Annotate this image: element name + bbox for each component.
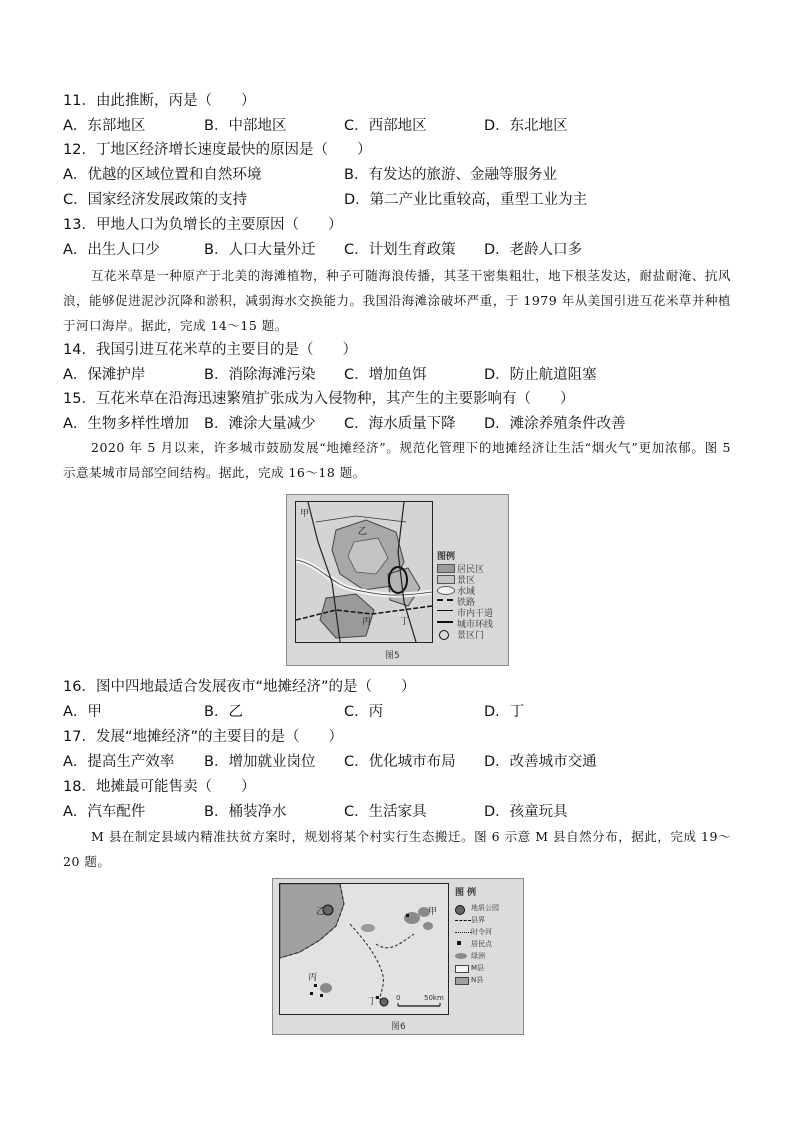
q17-option-d: D．改善城市交通 — [484, 754, 597, 770]
q12-option-c: C．国家经济发展政策的支持 — [63, 192, 248, 208]
q13-option-c: C．计划生育政策 — [344, 242, 456, 258]
place-label-bing: 丙 — [362, 617, 372, 627]
legend-label-main-road: 市内干道 — [457, 609, 494, 619]
scale-zero: 0 — [396, 994, 401, 1002]
legend-label-oasis: 绿洲 — [471, 952, 485, 960]
county-map — [279, 883, 449, 1015]
q11-option-d: D．东北地区 — [484, 118, 568, 134]
figure-6-caption: 图6 — [391, 1022, 406, 1032]
legend-label-n-county: N县 — [471, 976, 484, 984]
legend-label-seasonal-river: 时令河 — [471, 928, 492, 936]
passage-county-relocation: M 县在制定县域内精准扶贫方案时，规划将某个村实行生态搬迁。图 6 示意 M 县自然分布，据此，完成 19～20 题。 — [63, 829, 731, 869]
legend-swatch-residential — [437, 564, 455, 573]
legend-swatch-geopark — [455, 905, 465, 915]
legend-swatch-oasis — [455, 953, 467, 959]
legend-label-railway: 铁路 — [457, 598, 476, 608]
q17-stem: 17．发展“地摊经济”的主要目的是（ ） — [63, 729, 343, 745]
legend-title: 图例 — [437, 552, 456, 562]
q17-option-c: C．优化城市布局 — [344, 754, 456, 770]
legend-label-settlement: 居民点 — [471, 940, 492, 948]
legend-title: 图 例 — [455, 888, 477, 898]
q16-option-c: C．丙 — [344, 704, 384, 720]
place-label-yi: 乙 — [358, 527, 368, 537]
figure-6 — [272, 878, 524, 1035]
legend-label-county-border: 县界 — [471, 916, 485, 924]
q13-option-b: B．人口大量外迁 — [204, 242, 316, 258]
q17-option-b: B．增加就业岗位 — [204, 754, 316, 770]
figure-5 — [286, 494, 509, 666]
legend-label-ring-road: 城市环线 — [457, 620, 494, 630]
q18-option-c: C．生活家具 — [344, 804, 427, 820]
legend-swatch-m-county — [455, 965, 469, 973]
figure-5-caption: 图5 — [385, 651, 400, 661]
legend-swatch-ring-road — [437, 621, 453, 623]
legend-label-residential: 居民区 — [457, 565, 485, 575]
legend-swatch-seasonal-river — [455, 932, 471, 933]
passage-spartina: 互花米草是一种原产于北美的海滩植物，种子可随海浪传播，其茎干密集粗壮，地下根茎发达，耐盐耐淹、抗风浪，能够促进泥沙沉降和淤积，减弱海水交换能力。我国沿海滩涂破坏严重，于 1979 年从美国引进互花米草并种植于河口海岸。据此，完成 14～15 题。 — [63, 268, 731, 333]
q15-option-c: C．海水质量下降 — [344, 416, 456, 432]
q16-option-a: A．甲 — [63, 704, 102, 720]
legend-label-m-county: M县 — [471, 964, 485, 972]
q12-option-d: D．第二产业比重较高，重型工业为主 — [344, 192, 588, 208]
legend-label-geopark: 地质公园 — [471, 904, 499, 912]
q11-option-c: C．西部地区 — [344, 118, 427, 134]
q17-option-a: A．提高生产效率 — [63, 754, 175, 770]
q13-option-a: A．出生人口少 — [63, 242, 160, 258]
q15-option-b: B．滩涂大量减少 — [204, 416, 316, 432]
county-map-drawing — [280, 884, 448, 1014]
q11-option-a: A．东部地区 — [63, 118, 146, 134]
q13-stem: 13．甲地人口为负增长的主要原因（ ） — [63, 217, 343, 233]
q18-option-a: A．汽车配件 — [63, 804, 146, 820]
q16-stem: 16．图中四地最适合发展夜市“地摊经济”的是（ ） — [63, 679, 416, 695]
legend-swatch-scenic-gate — [439, 630, 449, 640]
city-map — [295, 501, 433, 643]
legend-swatch-water — [437, 586, 455, 595]
passage-street-vendor: 2020 年 5 月以来，许多城市鼓励发展“地摊经济”。规范化管理下的地摊经济让生活“烟火气”更加浓郁。图 5 示意某城市局部空间结构。据此，完成 16～18 题。 — [63, 440, 731, 480]
place-label-ding: 丁 — [400, 617, 410, 627]
q14-option-c: C．增加鱼饵 — [344, 367, 427, 383]
q11-option-b: B．中部地区 — [204, 118, 287, 134]
q15-option-d: D．滩涂养殖条件改善 — [484, 416, 626, 432]
place-label-ding: 丁 — [368, 997, 378, 1007]
q16-option-b: B．乙 — [204, 704, 243, 720]
legend-label-water: 水域 — [457, 587, 476, 597]
q18-stem: 18．地摊最可能售卖（ ） — [63, 779, 256, 795]
legend-swatch-settlement — [457, 941, 461, 945]
q14-option-a: A．保滩护岸 — [63, 367, 146, 383]
place-label-bing: 丙 — [308, 973, 318, 983]
place-label-yi: 乙 — [316, 907, 326, 917]
q18-option-d: D．孩童玩具 — [484, 804, 568, 820]
q15-stem: 15．互花米草在沿海迅速繁殖扩张成为入侵物种，其产生的主要影响有（ ） — [63, 391, 575, 407]
q12-option-b: B．有发达的旅游、金融等服务业 — [344, 167, 557, 183]
legend-swatch-county-border — [455, 920, 471, 921]
scale-label: 50km — [424, 994, 444, 1002]
q18-option-b: B．桶装净水 — [204, 804, 287, 820]
q12-option-a: A．优越的区域位置和自然环境 — [63, 167, 262, 183]
legend-label-scenic: 景区 — [457, 576, 476, 586]
q11-stem: 11．由此推断，丙是（ ） — [63, 93, 256, 109]
q12-stem: 12．丁地区经济增长速度最快的原因是（ ） — [63, 142, 372, 158]
q14-option-b: B．消除海滩污染 — [204, 367, 316, 383]
legend-swatch-railway — [437, 599, 453, 601]
place-label-jia: 甲 — [428, 907, 438, 917]
place-label-jia: 甲 — [300, 509, 310, 519]
legend-swatch-main-road — [437, 610, 453, 611]
legend-swatch-scenic — [437, 575, 455, 584]
q15-option-a: A．生物多样性增加 — [63, 416, 189, 432]
q14-option-d: D．防止航道阻塞 — [484, 367, 597, 383]
q14-stem: 14．我国引进互花米草的主要目的是（ ） — [63, 342, 357, 358]
legend-label-scenic-gate: 景区门 — [457, 631, 485, 641]
q16-option-d: D．丁 — [484, 704, 525, 720]
legend-swatch-n-county — [455, 977, 469, 985]
q13-option-d: D．老龄人口多 — [484, 242, 583, 258]
